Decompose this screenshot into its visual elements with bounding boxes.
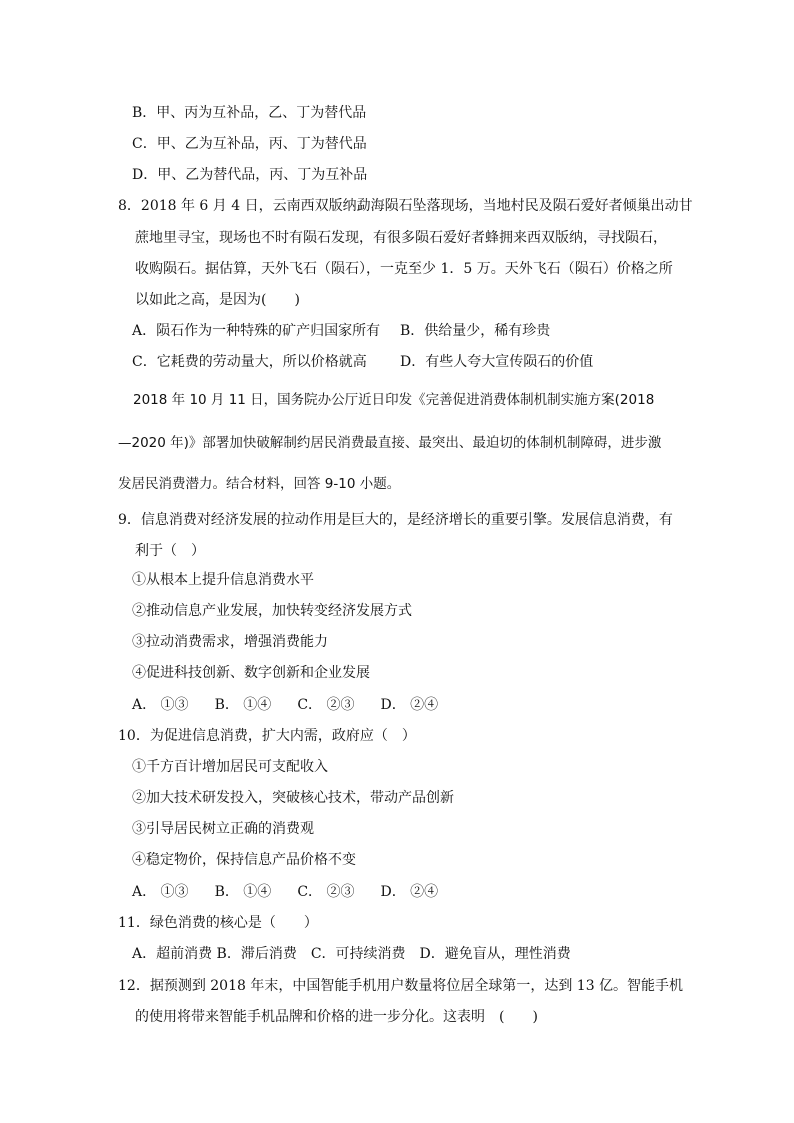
q7-option-d: D．甲、乙为替代品，丙、丁为互补品 (132, 167, 368, 183)
material-line3: 发居民消费潜力。结合材料，回答 9-10 小题。 (118, 476, 401, 492)
q9-statement-1: ①从根本上提升信息消费水平 (132, 572, 314, 588)
q8-stem-line1: 8．2018 年 6 月 4 日，云南西双版纳勐海陨石坠落现场，当地村民及陨石爱好者倾巢出动甘 (118, 198, 693, 214)
q8-option-c: C．它耗费的劳动量大，所以价格就高 (132, 354, 367, 370)
q10-option-d: D． ②④ (380, 884, 439, 900)
q7-option-c: C．甲、乙为互补品，丙、丁为替代品 (132, 136, 367, 152)
q9-stem-line2: 利于（ ） (135, 543, 205, 559)
q11-options: A．超前消费 B．滞后消费 C．可持续消费 D．避免盲从，理性消费 (132, 946, 571, 962)
q11-stem-line1: 11．绿色消费的核心是（ ） (118, 915, 318, 931)
q9-statement-4: ④促进科技创新、数字创新和企业发展 (132, 665, 370, 681)
q8-stem-line4: 以如此之高，是因为( ) (135, 292, 300, 308)
q10-option-b: B． ①④ (214, 884, 272, 900)
q10-option-c: C． ②③ (297, 884, 355, 900)
q9-option-b: B． ①④ (214, 697, 272, 713)
q9-statement-2: ②推动信息产业发展，加快转变经济发展方式 (132, 603, 412, 619)
q10-statement-3: ③引导居民树立正确的消费观 (132, 821, 314, 837)
q9-stem-line1: 9．信息消费对经济发展的拉动作用是巨大的，是经济增长的重要引擎。发展信息消费，有 (118, 512, 673, 528)
q12-stem-line1: 12．据预测到 2018 年末，中国智能手机用户数量将位居全球第一，达到 13 亿。智能手机 (118, 978, 684, 994)
q9-statement-3: ③拉动消费需求，增强消费能力 (132, 634, 328, 650)
q9-options (132, 695, 438, 715)
q8-option-b: B．供给量少，稀有珍贵 (400, 323, 551, 339)
q7-option-b: B．甲、丙为互补品，乙、丁为替代品 (132, 105, 367, 121)
q10-options (132, 882, 438, 902)
q10-statement-4: ④稳定物价，保持信息产品价格不变 (132, 852, 356, 868)
q8-stem-line3: 收购陨石。据估算，天外飞石（陨石），一克至少 1．5 万。天外飞石（陨石）价格之所 (135, 261, 673, 277)
q10-statement-2: ②加大技术研发投入，突破核心技术，带动产品创新 (132, 790, 454, 806)
q10-statement-1: ①千方百计增加居民可支配收入 (132, 759, 328, 775)
material-line2: —2020 年)》部署加快破解制约居民消费最直接、最突出、最迫切的体制机制障碍，进步激 (118, 435, 662, 451)
q8-option-d: D．有些人夸大宣传陨石的价值 (400, 354, 594, 370)
q8-stem-line2: 蔗地里寻宝，现场也不时有陨石发现，有很多陨石爱好者蜂拥来西双版纳，寻找陨石， (135, 230, 667, 246)
q10-option-a: A． ①③ (132, 884, 189, 900)
q9-option-c: C． ②③ (297, 697, 355, 713)
q12-stem-line2: 的使用将带来智能手机品牌和价格的进一步分化。这表明 ( ) (135, 1009, 538, 1025)
q9-option-a: A． ①③ (132, 697, 189, 713)
q8-option-a: A．陨石作为一种特殊的矿产归国家所有 (132, 323, 381, 339)
material-line1: 2018 年 10 月 11 日，国务院办公厅近日印发《完善促进消费体制机制实施方案(2018 (133, 392, 655, 408)
q9-option-d: D． ②④ (380, 697, 439, 713)
q10-stem-line1: 10．为促进信息消费，扩大内需，政府应（ ） (118, 728, 416, 744)
